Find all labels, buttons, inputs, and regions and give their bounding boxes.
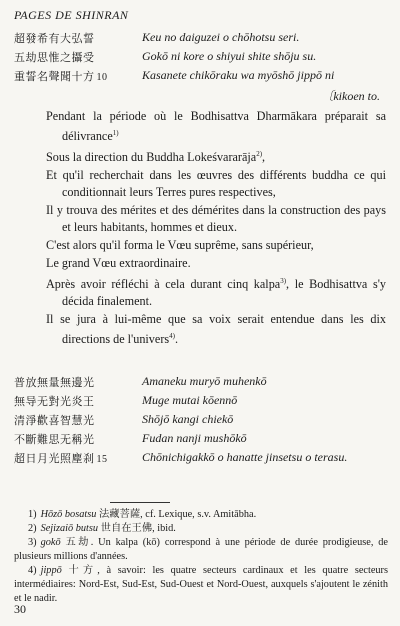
- verse-row: [14, 431, 390, 450]
- verse-cjk: 五劫思惟之攝受: [14, 51, 95, 64]
- footnote: 4) jippō 十方, à savoir: les quatre secteurs cardinaux et les quatre secteurs intermédiaires: Nord-Est, Sud-Est, Sud-Ouest et Nord-Ouest, auxquels s'ajoutent le zénith et le nadir.: [14, 565, 388, 604]
- verse-translation: [46, 108, 386, 349]
- footnote-divider: [110, 502, 170, 503]
- verse-row: [14, 68, 390, 87]
- running-head: PAGES DE SHINRAN: [14, 8, 129, 22]
- verse-cjk: 清淨歡喜智慧光: [14, 414, 95, 427]
- verse-romaji: Chōnichigakkō o hanatte jinsetsu o terasu.: [142, 450, 348, 464]
- verse-block-bottom: [14, 374, 390, 469]
- footnote: 1) Hōzō bosatsu 法藏菩薩, cf. Lexique, s.v. Amitābha.: [28, 509, 257, 520]
- verse-row: [14, 393, 390, 412]
- verse-cjk: 無导无對光炎王: [14, 395, 95, 408]
- footnote-ref: 1): [112, 129, 119, 137]
- footnote-ref: 2): [256, 150, 263, 159]
- line-number: 10: [96, 72, 108, 83]
- footnote-ref: 4): [169, 332, 175, 341]
- verse-romaji: Kasanete chikōraku wa myōshō jippō ni: [142, 68, 335, 82]
- verse-row: [14, 374, 390, 393]
- verse-row: [14, 49, 390, 68]
- verse-cjk: 普放無量無邊光: [14, 376, 95, 389]
- verse-romaji: Keu no daiguzei o chōhotsu seri.: [142, 30, 300, 44]
- translation-paragraph: Après avoir réfléchi à cela durant cinq kalpa$^{3)}$, le Bodhisattva s'y décida finalement.: [46, 277, 386, 309]
- verse-romaji: Muge mutai kōennō: [142, 393, 238, 407]
- verse-cjk: 不斷難思无稱光: [14, 433, 95, 446]
- footnote: 2) Sejizaiō butsu 世自在王佛, ibid.: [28, 523, 176, 534]
- verse-romaji: Gokō ni kore o shiyui shite shōju su.: [142, 49, 317, 63]
- verse-row: [14, 30, 390, 49]
- verse-row: [14, 412, 390, 431]
- translation-paragraph: Sous la direction du Buddha Lokeśvararāja$^{2)}$,: [46, 150, 266, 165]
- verse-cjk: 超發希有大弘誓: [14, 32, 95, 45]
- translation-paragraph: Et qu'il recherchait dans les œuvres des différents buddha ce qui conditionnait leurs Terres pures respectives,: [46, 168, 386, 200]
- verse-row-continuation: [14, 87, 390, 106]
- verse-romaji: Amaneku muryō muhenkō: [142, 374, 267, 388]
- line-number: 15: [96, 454, 108, 465]
- verse-romaji: Shōjō kangi chiekō: [142, 412, 234, 426]
- verse-tail: 〔kikoen to.: [321, 89, 380, 103]
- footnote: 3) gokō 五劫. Un kalpa (kō) correspond à une période de durée prodigieuse, de plusieurs millions d'années.: [14, 537, 388, 562]
- translation-paragraph: Il y trouva des mérites et des démérites dans la construction des pays et leurs habitants, hommes et dieux.: [46, 203, 386, 235]
- verse-block-top: [14, 30, 390, 106]
- footnote-ref: 3): [280, 277, 287, 286]
- translation-paragraph: Le grand Vœu extraordinaire.: [46, 256, 191, 271]
- verse-romaji: Fudan nanji mushōkō: [142, 431, 247, 445]
- translation-paragraph: Pendant la période où le Bodhisattva Dharmākara préparait sa délivrance$^{1)}$: [46, 109, 386, 144]
- footnotes: [14, 508, 388, 606]
- verse-cjk: 超日月光照塵刹 15: [14, 452, 108, 465]
- translation-paragraph: Il se jura à lui-même que sa voix serait entendue dans les dix directions de l'univers$^{4)}$.: [46, 312, 386, 347]
- verse-row: [14, 450, 390, 469]
- translation-paragraph: C'est alors qu'il forma le Vœu suprême, sans supérieur,: [46, 238, 314, 253]
- page-number: 30: [14, 602, 26, 616]
- verse-cjk: 重誓名聲聞十方 10: [14, 70, 108, 83]
